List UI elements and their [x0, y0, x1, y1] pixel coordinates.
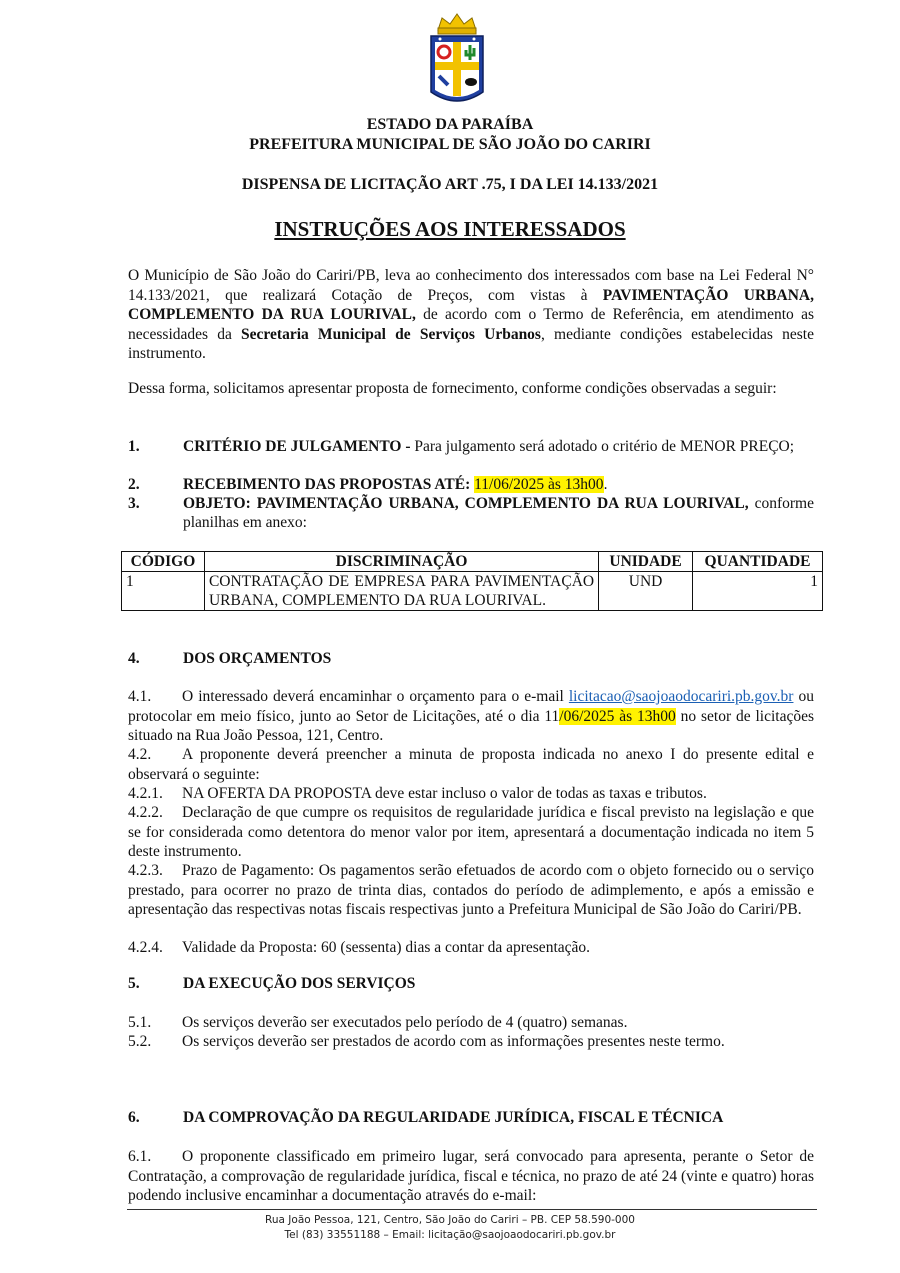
section-4-heading: 4. DOS ORÇAMENTOS	[128, 650, 332, 667]
item-text: OBJETO: PAVIMENTAÇÃO URBANA, COMPLEMENTO DA RUA LOURIVAL, conforme planilhas em anexo:	[183, 495, 814, 531]
footer-divider	[127, 1209, 817, 1210]
header-quantity: QUANTIDADE	[693, 552, 823, 572]
state-heading: ESTADO DA PARAÍBA	[366, 116, 534, 133]
cell-unit: UND	[599, 572, 693, 611]
footer-address: Rua João Pessoa, 121, Centro, São João do Cariri – PB. CEP 58.590-000	[265, 1214, 635, 1226]
intro-paragraph	[128, 266, 814, 364]
footer-contact: Tel (83) 33551188 – Email: licitação@saojoaodocariri.pb.gov.br	[284, 1229, 616, 1241]
item-text: RECEBIMENTO DAS PROPOSTAS ATÉ: 11/06/2025 às 13h00.	[183, 476, 608, 493]
clause-4-1: 4.1. O interessado deverá encaminhar o orçamento para o e-mail licitacao@saojoaodocariri.pb.gov.br ou protocolar em meio físico, junto ao Setor de Licitações, até o dia 11/06/2025 às 13h00 no setor de licitações situado na Rua João Pessoa, 121, Centro.	[128, 688, 815, 744]
header-description: DISCRIMINAÇÃO	[204, 552, 598, 572]
clause-4-2-3: 4.2.3. Prazo de Pagamento: Os pagamentos serão efetuados de acordo com o objeto fornecido ou o serviço prestado, para ocorrer no prazo de trinta dias, contados do período de adimplemento, e após a emissão e apresentação das respectivas notas fiscais respectivas junto a Prefeitura Municipal de São João do Cariri/PB.	[128, 862, 814, 918]
dispensa-heading: DISPENSA DE LICITAÇÃO ART .75, I DA LEI 14.133/2021	[241, 176, 659, 193]
item-number: 1.	[128, 438, 140, 455]
items-table	[121, 551, 823, 611]
city-hall-heading: PREFEITURA MUNICIPAL DE SÃO JOÃO DO CARIRI	[249, 136, 651, 153]
clause-4-2-2: 4.2.2. Declaração de que cumpre os requisitos de regularidade jurídica e fiscal previsto na legislação e que se for considerada como detentora do menor valor por item, apresentará a documentação indicada no item 5 deste instrumento.	[128, 804, 814, 860]
clause-4-2: 4.2. A proponente deverá preencher a minuta de proposta indicada no anexo I do presente edital e observará o seguinte:	[128, 746, 814, 783]
header-code: CÓDIGO	[122, 552, 205, 572]
item-number: 2.	[128, 476, 140, 493]
section-6-heading: 6. DA COMPROVAÇÃO DA REGULARIDADE JURÍDICA, FISCAL E TÉCNICA	[128, 1109, 724, 1126]
cell-quantity: 1	[693, 572, 823, 611]
clause-4-2-1: 4.2.1. NA OFERTA DA PROPOSTA deve estar incluso o valor de todas as taxas e tributos.	[128, 785, 707, 802]
header-unit: UNIDADE	[599, 552, 693, 572]
email-link[interactable]: licitacao@saojoaodocariri.pb.gov.br	[568, 688, 794, 705]
cell-code: 1	[122, 572, 205, 611]
clause-4-2-4: 4.2.4. Validade da Proposta: 60 (sessenta) dias a contar da apresentação.	[128, 939, 591, 956]
municipal-crest-logo	[428, 12, 486, 110]
clause-5-1: 5.1. Os serviços deverão ser executados pelo período de 4 (quatro) semanas.	[128, 1014, 628, 1031]
deadline-highlight: /06/2025 às 13h00	[559, 707, 676, 725]
intro-text: O Município de São João do Cariri/PB, leva ao conhecimento dos interessados com base na Lei Federal N° 14.133/2021, que realizará Cotação de Preços, com vistas à	[128, 267, 814, 304]
intro-text: , mediante condições estabelecidas neste instrumento.	[128, 325, 814, 362]
section-5-heading: 5. DA EXECUÇÃO DOS SERVIÇOS	[128, 975, 416, 992]
table-row	[122, 572, 823, 611]
cell-description: CONTRATAÇÃO DE EMPRESA PARA PAVIMENTAÇÃO URBANA, COMPLEMENTO DA RUA LOURIVAL.	[204, 572, 598, 611]
intro-secretariat: Secretaria Municipal de Serviços Urbanos	[241, 325, 541, 343]
intro-object: PAVIMENTAÇÃO URBANA, COMPLEMENTO DA RUA LOURIVAL,	[128, 286, 814, 323]
table-header-row	[122, 552, 823, 572]
deadline-highlight: 11/06/2025 às 13h00	[474, 476, 604, 493]
intro-text: de acordo com o Termo de Referência, em atendimento as necessidades da	[128, 306, 814, 343]
document-title: INSTRUÇÕES AOS INTERESSADOS	[274, 217, 626, 241]
request-paragraph: Dessa forma, solicitamos apresentar proposta de fornecimento, conforme condições observadas a seguir:	[128, 380, 777, 397]
item-number: 3.	[128, 495, 140, 512]
clause-5-2: 5.2. Os serviços deverão ser prestados de acordo com as informações presentes neste termo.	[128, 1033, 725, 1050]
item-text: CRITÉRIO DE JULGAMENTO - Para julgamento será adotado o critério de MENOR PREÇO;	[183, 438, 795, 455]
clause-6-1: 6.1. O proponente classificado em primeiro lugar, será convocado para apresenta, perante o Setor de Contratação, a comprovação de regularidade jurídica, fiscal e técnica, no prazo de até 24 (vinte e quatro) horas podendo inclusive encaminhar a documentação através do e-mail:	[128, 1148, 814, 1204]
